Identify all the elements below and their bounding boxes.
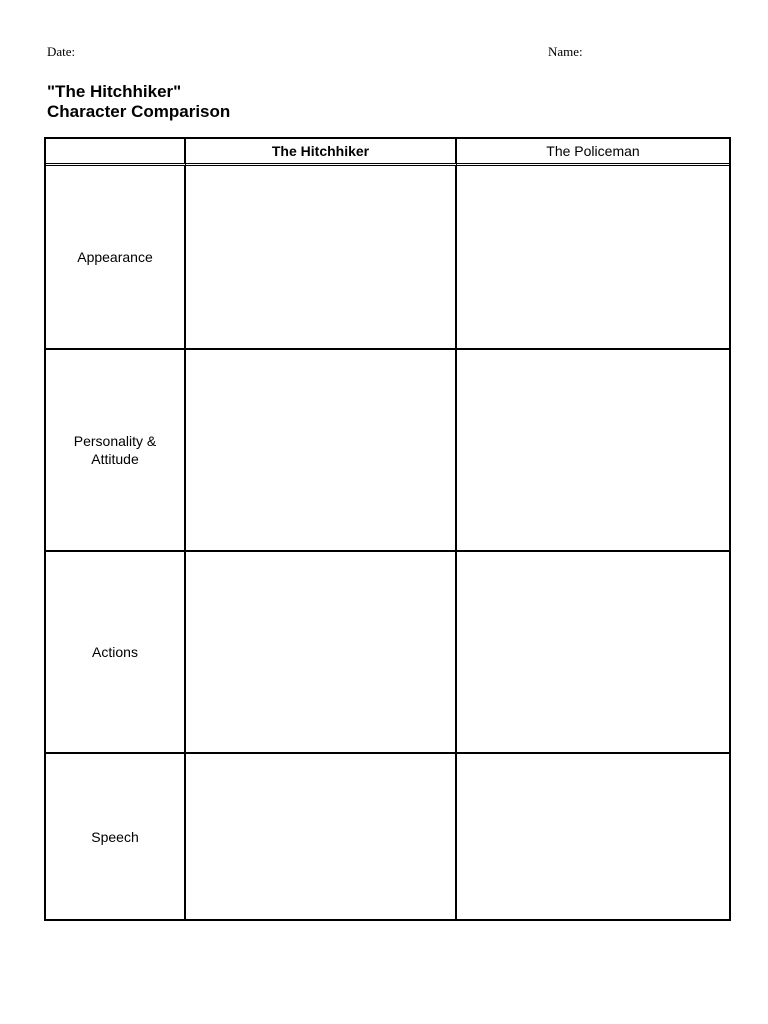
header-policeman: The Policeman (457, 139, 729, 166)
cell-policeman-actions[interactable] (457, 552, 729, 754)
row-label-personality (46, 350, 186, 552)
character-comparison-table (44, 137, 731, 921)
date-label: Date: (47, 44, 76, 59)
cell-hitchhiker-personality[interactable] (186, 350, 457, 552)
table-row-appearance (46, 166, 729, 350)
cell-hitchhiker-actions[interactable] (186, 552, 457, 754)
cell-policeman-appearance[interactable] (457, 166, 729, 350)
header-empty-cell (46, 139, 186, 166)
title-line-story: "The Hitchhiker" (47, 82, 182, 101)
table-row-personality (46, 350, 729, 552)
cell-policeman-personality[interactable] (457, 350, 729, 552)
header-hitchhiker: The Hitchhiker (186, 139, 457, 166)
row-label-personality-line1: Personality & (73, 433, 157, 449)
cell-hitchhiker-appearance[interactable] (186, 166, 457, 350)
row-label-speech: Speech (46, 754, 186, 919)
table-header-row (46, 139, 729, 166)
row-label-actions: Actions (46, 552, 186, 754)
row-label-personality-line2: Attitude (91, 451, 139, 467)
row-label-appearance: Appearance (46, 166, 186, 350)
cell-policeman-speech[interactable] (457, 754, 729, 919)
cell-hitchhiker-speech[interactable] (186, 754, 457, 919)
name-label: Name: (548, 44, 583, 59)
table-row-actions (46, 552, 729, 754)
table-row-speech (46, 754, 729, 919)
worksheet-title (47, 82, 230, 122)
title-line-subject: Character Comparison (47, 102, 231, 121)
